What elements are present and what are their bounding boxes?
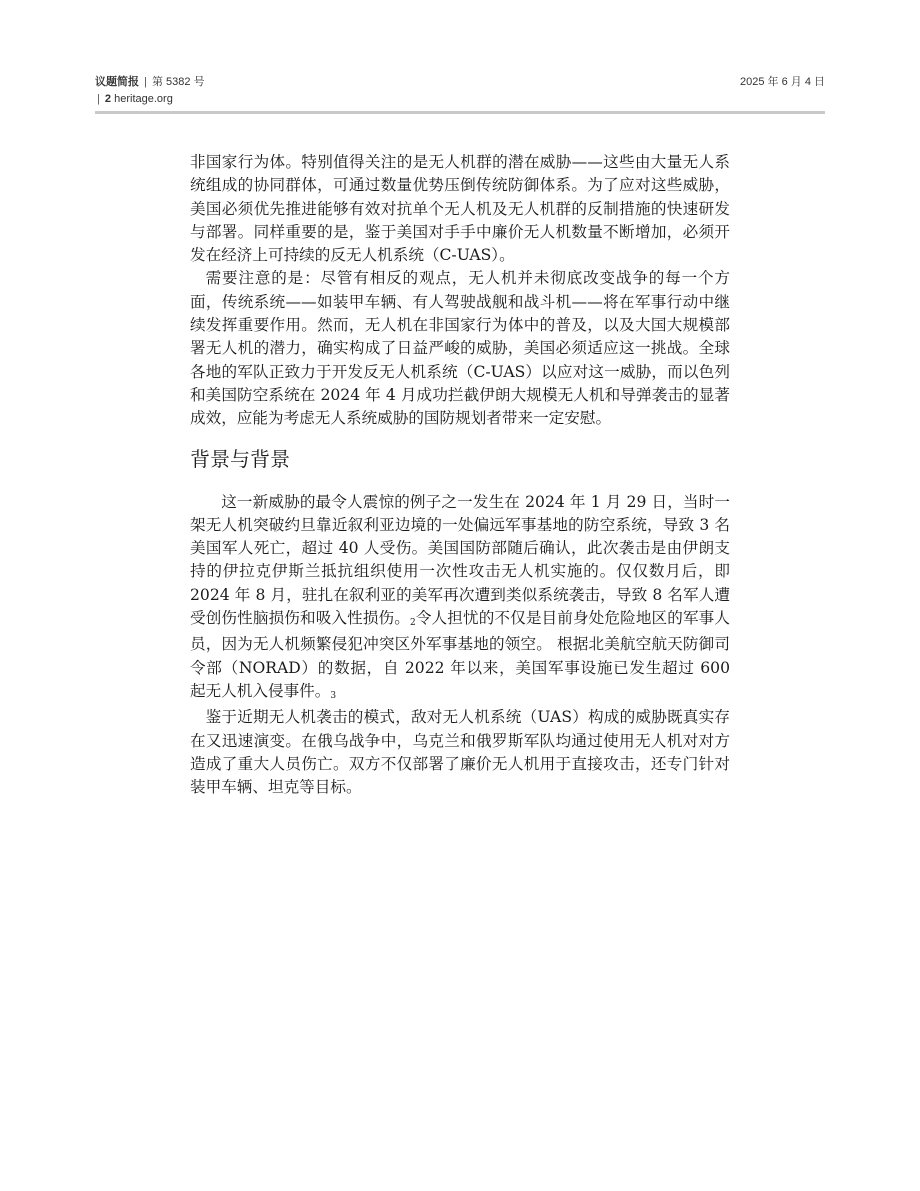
header-line-1 (95, 74, 205, 91)
header-line-2 (95, 91, 205, 108)
page-separator: | (97, 93, 100, 105)
header-separator: | (144, 76, 147, 88)
publication-date: 2025 年 6 月 4 日 (740, 76, 825, 88)
header-left (95, 74, 205, 108)
footnote-ref-3[interactable]: 3 (330, 690, 337, 701)
page-header (95, 74, 825, 114)
paragraph-continued: 非国家行为体。特别值得关注的是无人机群的潜在威胁——这些由大量无人系统组成的协同群体，可通过数量优势压倒传统防御体系。为了应对这些威胁，美国必须优先推进能够有效对抗单个无人机及无人机群的反制措施的快速研发与部署。同样重要的是，鉴于美国对手手中廉价无人机数量不断增加，必须开发在经济上可持续的反无人机系统（C-UAS）。 (190, 153, 730, 265)
paragraph-caveat: 需要注意的是：尽管有相反的观点，无人机并未彻底改变战争的每一个方面，传统系统——如装甲车辆、有人驾驶战舰和战斗机——将在军事行动中继续发挥重要作用。然而，无人机在非国家行为体中的普及，以及大国大规模部署无人机的潜力，确实构成了日益严峻的威胁，美国必须适应这一挑战。全球各地的军队正致力于开发反无人机系统（C-UAS）以应对这一威胁，而以色列和美国防空系统在 2024 年 4 月成功拦截伊朗大规模无人机和导弹袭击的显著成效，应能为考虑无人系统威胁的国防规划者带来一定安慰。 (190, 269, 730, 428)
series-name: 议题简报 (95, 76, 139, 88)
paragraph-incidents-part2: 令人担忧的不仅是目前身处危险地区的军事人员，因为无人机频繁侵犯冲突区外军事基地的领空。 根据北美航空航天防御司令部（NORAD）的数据，自 2022 年以来，美国军事设施已发生超过 600 起无人机入侵事件。 (190, 609, 730, 700)
site-link[interactable]: heritage.org (114, 93, 173, 105)
page-number: 2 (104, 93, 112, 105)
section-heading: 背景与背景 (190, 446, 290, 471)
paragraph-incidents (190, 491, 730, 707)
issue-number: 第 5382 号 (151, 76, 205, 88)
header-divider (95, 111, 825, 114)
article-body (190, 151, 730, 799)
footnote-ref-2[interactable]: 2 (409, 618, 416, 629)
paragraph-incidents-part1: 这一新威胁的最令人震惊的例子之一发生在 2024 年 1 月 29 日，当时一架无人机突破约旦靠近叙利亚边境的一处偏远军事基地的防空系统，导致 3 名美国军人死亡，超过 40 人受伤。美国国防部随后确认，此次袭击是由伊朗支持的伊拉克伊斯兰抵抗组织使用一次性攻击无人机实施的。仅仅数月后，即 2024 年 8 月，驻扎在叙利亚的美军再次遭到类似系统袭击，导致 8 名军人遭受创伤性脑损伤和吸入性损伤。 (190, 492, 730, 628)
paragraph-threat: 鉴于近期无人机袭击的模式，敌对无人机系统（UAS）构成的威胁既真实存在又迅速演变。在俄乌战争中，乌克兰和俄罗斯军队均通过使用无人机对对方造成了重大人员伤亡。双方不仅部署了廉价无人机用于直接攻击，还专门针对装甲车辆、坦克等目标。 (190, 708, 730, 797)
